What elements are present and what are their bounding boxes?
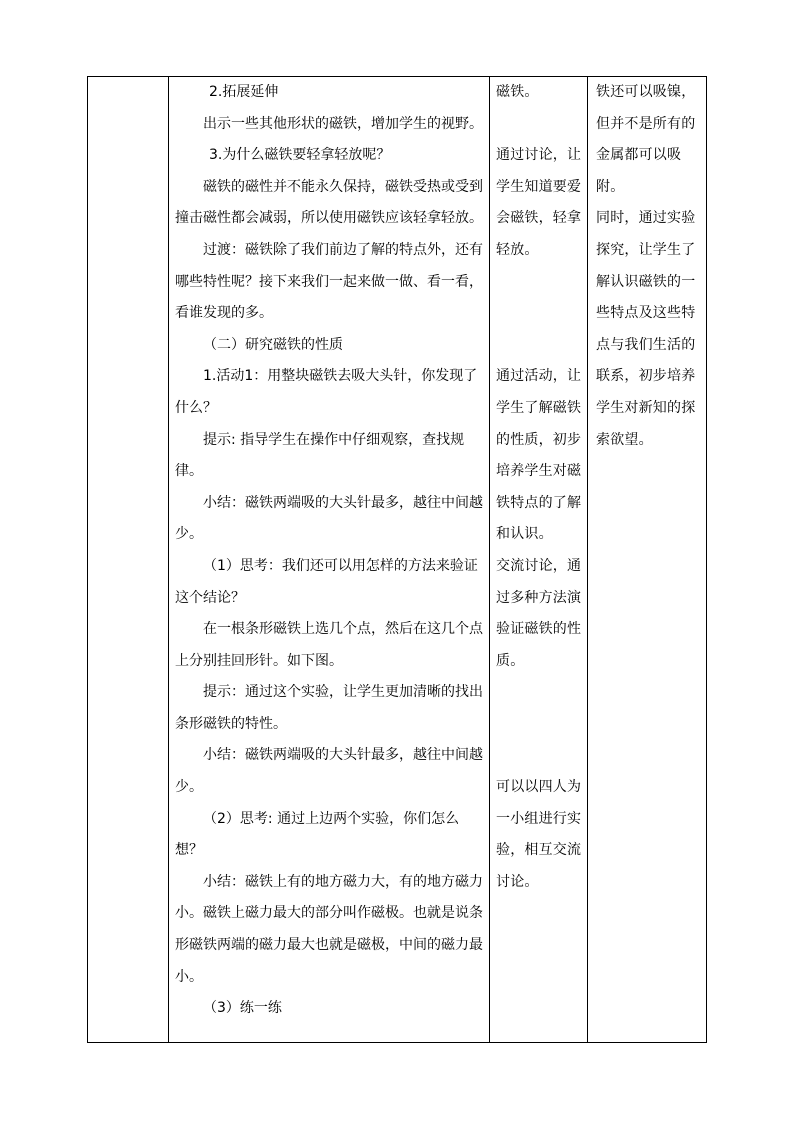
- line: [496, 740, 583, 772]
- line: 讨论。: [496, 873, 539, 890]
- line: 会磁铁，轻拿: [496, 210, 582, 227]
- line: 和认识。: [496, 526, 553, 543]
- line: [496, 298, 583, 330]
- line: 解认识磁铁的一: [596, 273, 696, 290]
- line: 的性质，初步: [496, 431, 582, 448]
- line: 一小组进行实: [496, 810, 582, 827]
- line: 铁还可以吸镍，: [596, 84, 696, 100]
- line: 探究，让学生了: [596, 241, 696, 258]
- paragraph: （2）思考: 通过上边两个实验，你们怎么想？: [175, 810, 460, 859]
- section-heading: （二）研究磁铁的性质: [203, 336, 343, 353]
- line: 联系，初步培养: [596, 368, 696, 385]
- line: 验证磁铁的性: [496, 621, 582, 638]
- line: 通过活动，让: [496, 368, 582, 385]
- line: 金属都可以吸附。: [596, 147, 682, 195]
- line: 但并不是所有的: [596, 115, 696, 132]
- line: 通过讨论，让: [496, 147, 582, 164]
- paragraph: （1）思考：我们还可以用怎样的方法来验证这个结论？: [175, 557, 478, 606]
- paragraph: 2.拓展延伸: [209, 84, 279, 100]
- line: [496, 267, 583, 299]
- line: 交流讨论，通: [496, 557, 582, 574]
- line: 过多种方法演: [496, 589, 582, 606]
- paragraph: 磁铁的磁性并不能永久保持，磁铁受热或受到撞击磁性都会减弱，所以使用磁铁应该轻拿轻放。: [175, 178, 483, 227]
- line: 些特点及这些特: [596, 305, 696, 322]
- paragraph: 小结：磁铁上有的地方磁力大，有的地方磁力小。磁铁上磁力最大的部分叫作磁极。也就是说条形磁铁两端的磁力最大也就是磁极，中间的磁力最小。: [175, 873, 483, 985]
- paragraph: 提示：通过这个实验，让学生更加清晰的找出条形磁铁的特性。: [175, 684, 483, 732]
- paragraph: （3）练一练: [203, 1000, 282, 1017]
- paragraph: 1.活动1：用整块磁铁去吸大头针，你发现了什么？: [175, 368, 478, 416]
- line: 轻放。: [496, 241, 539, 258]
- paragraph: 3.为什么磁铁要轻拿轻放呢？: [209, 147, 391, 164]
- line: 质。: [496, 652, 525, 669]
- design-intent-column: [588, 77, 708, 1042]
- paragraph: 在一根条形磁铁上选几个点，然后在这几个点上分别挂回形针。如下图。: [175, 621, 483, 669]
- line: 同时，通过实验: [596, 210, 696, 227]
- line: 索欲望。: [596, 431, 653, 448]
- paragraph: 出示一些其他形状的磁铁，增加学生的视野。: [203, 115, 483, 132]
- line: 铁特点的了解: [496, 494, 582, 511]
- paragraph: 小结：磁铁两端吸的大头针最多，越往中间越少。: [175, 494, 483, 543]
- paragraph: 提示: 指导学生在操作中仔细观察，查找规律。: [175, 431, 465, 480]
- line: 磁铁。: [496, 84, 539, 100]
- line: [496, 677, 583, 709]
- student-activity-column: [490, 77, 587, 1042]
- line: 可以以四人为: [496, 779, 582, 796]
- line: [496, 109, 583, 141]
- lesson-table: [87, 76, 707, 1043]
- paragraph: 小结：磁铁两端吸的大头针最多，越往中间越少。: [175, 747, 483, 796]
- line: [496, 709, 583, 741]
- line: 学生了解磁铁: [496, 399, 582, 416]
- line: 点与我们生活的: [596, 336, 696, 353]
- line: [496, 330, 583, 362]
- line: 学生对新知的探: [596, 399, 696, 416]
- line: 学生知道要爱: [496, 178, 582, 195]
- paragraph: 过渡：磁铁除了我们前边了解的特点外，还有哪些特性呢？接下来我们一起来做一做、看一看，看谁发现的多。: [175, 241, 483, 322]
- teaching-process-column: [169, 77, 489, 1042]
- line: 培养学生对磁: [496, 463, 582, 480]
- line: 验，相互交流: [496, 842, 582, 859]
